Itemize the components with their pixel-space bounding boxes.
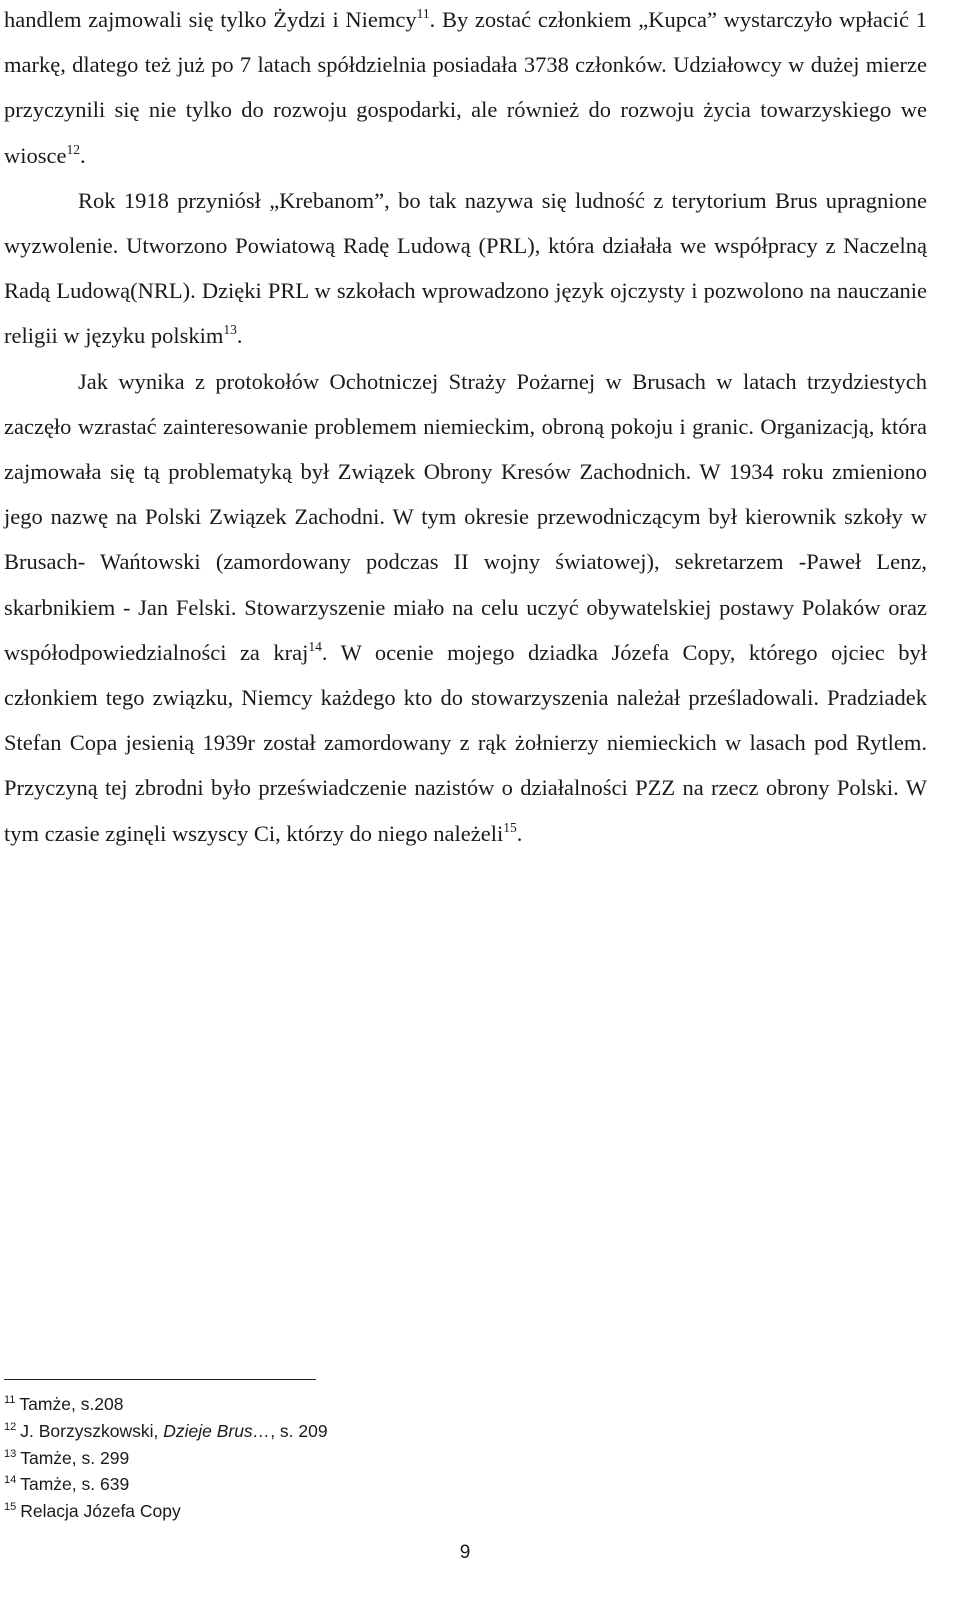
footnote-text: Tamże, s. 639: [20, 1474, 130, 1495]
paragraph-3: [4, 359, 927, 856]
footnote-ref-13[interactable]: 13: [223, 322, 237, 338]
paragraph-text: .: [516, 820, 523, 846]
footnote-number: 11: [4, 1394, 16, 1406]
paragraph-1: [4, 0, 927, 178]
footnote-ref-12[interactable]: 12: [66, 141, 80, 157]
paragraph-text: Rok 1918 przyniósł „Krebanom”, bo tak nazywa się ludność z terytorium Brus upragnione wyzwolenie. Utworzono Powiatową Radę Ludową (PRL), która działała we współpracy z Naczelną Radą Ludową(NRL). Dzięki PRL w szkołach wprowadzono język ojczysty i pozwolono na nauczanie religii w języku polskim: [4, 187, 927, 349]
paragraph-2: [4, 178, 927, 359]
paragraph-text: .: [79, 142, 86, 168]
paragraph-text: Jak wynika z protokołów Ochotniczej Straży Pożarnej w Brusach w latach trzydziestych zaczęło wzrastać zainteresowanie problemem niemieckim, obroną pokoju i granic. Organizacją, która zajmowała się tą problematyką był Związek Obrony Kresów Zachodnich. W 1934 roku zmieniono jego nazwę na Polski Związek Zachodni. W tym okresie przewodniczącym był kierownik szkoły w Brusach- Wańtowski (zamordowany podczas II wojny światowej), sekretarzem -Paweł Lenz, skarbnikiem - Jan Felski. Stowarzyszenie miało na celu uczyć obywatelskiej postawy Polaków oraz współodpowiedzialności za kraj: [4, 368, 927, 665]
footnote-separator: [4, 1379, 316, 1380]
paragraph-text: .: [236, 323, 243, 349]
footnote-ref-11[interactable]: 11: [416, 6, 430, 21]
footnote-11: [4, 1391, 704, 1418]
footnote-title: Dzieje Brus…: [163, 1420, 271, 1441]
footnote-15: [4, 1498, 704, 1525]
footnote-number: 13: [4, 1447, 17, 1460]
footnote-text: , s. 209: [270, 1420, 328, 1441]
page-number: 9: [459, 1542, 471, 1563]
body-text: [4, 0, 927, 856]
footnote-number: 15: [4, 1501, 17, 1514]
footnote-ref-14[interactable]: 14: [308, 638, 322, 654]
paragraph-text: handlem zajmowali się tylko Żydzi i Niemcy: [4, 7, 417, 32]
footnote-14: [4, 1471, 704, 1498]
footnote-12: [4, 1418, 704, 1445]
paragraph-text: . W ocenie mojego dziadka Józefa Copy, którego ojciec był członkiem tego związku, Niemcy każdego kto do stowarzyszenia należał prześladowali. Pradziadek Stefan Copa jesienią 1939r został zamordowany z rąk żołnierzy niemieckich w lasach pod Rytlem. Przyczyną tej zbrodni było przeświadczenie nazistów o działalności PZZ na rzecz obrony Polski. W tym czasie zginęli wszyscy Ci, którzy do niego należeli: [4, 639, 927, 846]
footnote-text: Relacja Józefa Copy: [20, 1501, 181, 1522]
footnote-number: 14: [4, 1474, 17, 1487]
footnote-text: J. Borzyszkowski,: [20, 1420, 164, 1441]
footnote-13: [4, 1445, 704, 1472]
footnotes: [4, 1391, 704, 1525]
footnote-text: Tamże, s. 299: [20, 1447, 130, 1468]
footnote-number: 12: [4, 1420, 17, 1433]
footnote-text: Tamże, s.208: [19, 1394, 124, 1414]
footnote-ref-15[interactable]: 15: [503, 819, 517, 835]
paragraph-text: . By zostać członkiem „Kupca” wystarczyło wpłacić 1 markę, dlatego też już po 7 latach spółdzielnia posiadała 3738 członków. Udziałowcy w dużej mierze przyczynili się nie tylko do rozwoju gospodarki, ale również do rozwoju życia towarzyskiego we wiosce: [4, 7, 927, 168]
